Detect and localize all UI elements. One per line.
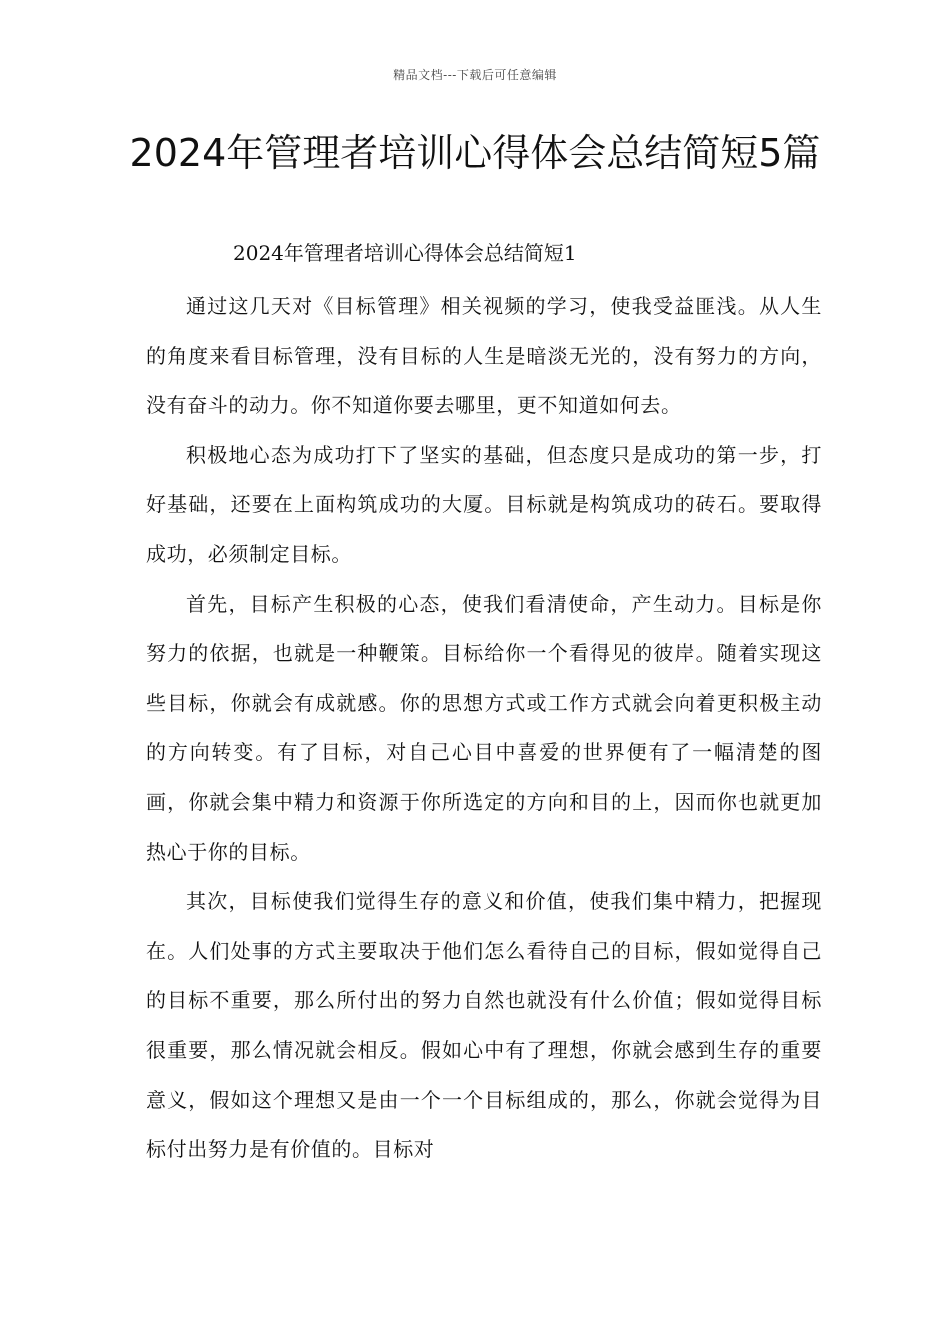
document-body — [146, 282, 822, 1175]
paragraph: 积极地心态为成功打下了坚实的基础，但态度只是成功的第一步，打好基础，还要在上面构筑成功的大厦。目标就是构筑成功的砖石。要取得成功，必须制定目标。 — [146, 442, 822, 566]
section-subtitle: 2024年管理者培训心得体会总结简短1 — [233, 241, 577, 265]
paragraph: 其次，目标使我们觉得生存的意义和价值，使我们集中精力，把握现在。人们处事的方式主要取决于他们怎么看待自己的目标，假如觉得自己的目标不重要，那么所付出的努力自然也就没有什么价值；假如觉得目标很重要，那么情况就会相反。假如心中有了理想，你就会感到生存的重要意义，假如这个理想又是由一个一个目标组成的，那么，你就会觉得为目标付出努力是有价值的。目标对 — [146, 889, 822, 1162]
paragraph: 首先，目标产生积极的心态，使我们看清使命，产生动力。目标是你努力的依据，也就是一种鞭策。目标给你一个看得见的彼岸。随着实现这些目标，你就会有成就感。你的思想方式或工作方式就会向着更积极主动的方向转变。有了目标，对自己心目中喜爱的世界便有了一幅清楚的图画，你就会集中精力和资源于你所选定的方向和目的上，因而你也就更加热心于你的目标。 — [146, 591, 822, 864]
page-header: 精品文档---下载后可任意编辑 — [393, 68, 557, 82]
document-title: 2024年管理者培训心得体会总结简短5篇 — [129, 131, 821, 175]
paragraph: 通过这几天对《目标管理》相关视频的学习，使我受益匪浅。从人生的角度来看目标管理，没有目标的人生是暗淡无光的，没有努力的方向，没有奋斗的动力。你不知道你要去哪里，更不知道如何去。 — [146, 294, 822, 418]
